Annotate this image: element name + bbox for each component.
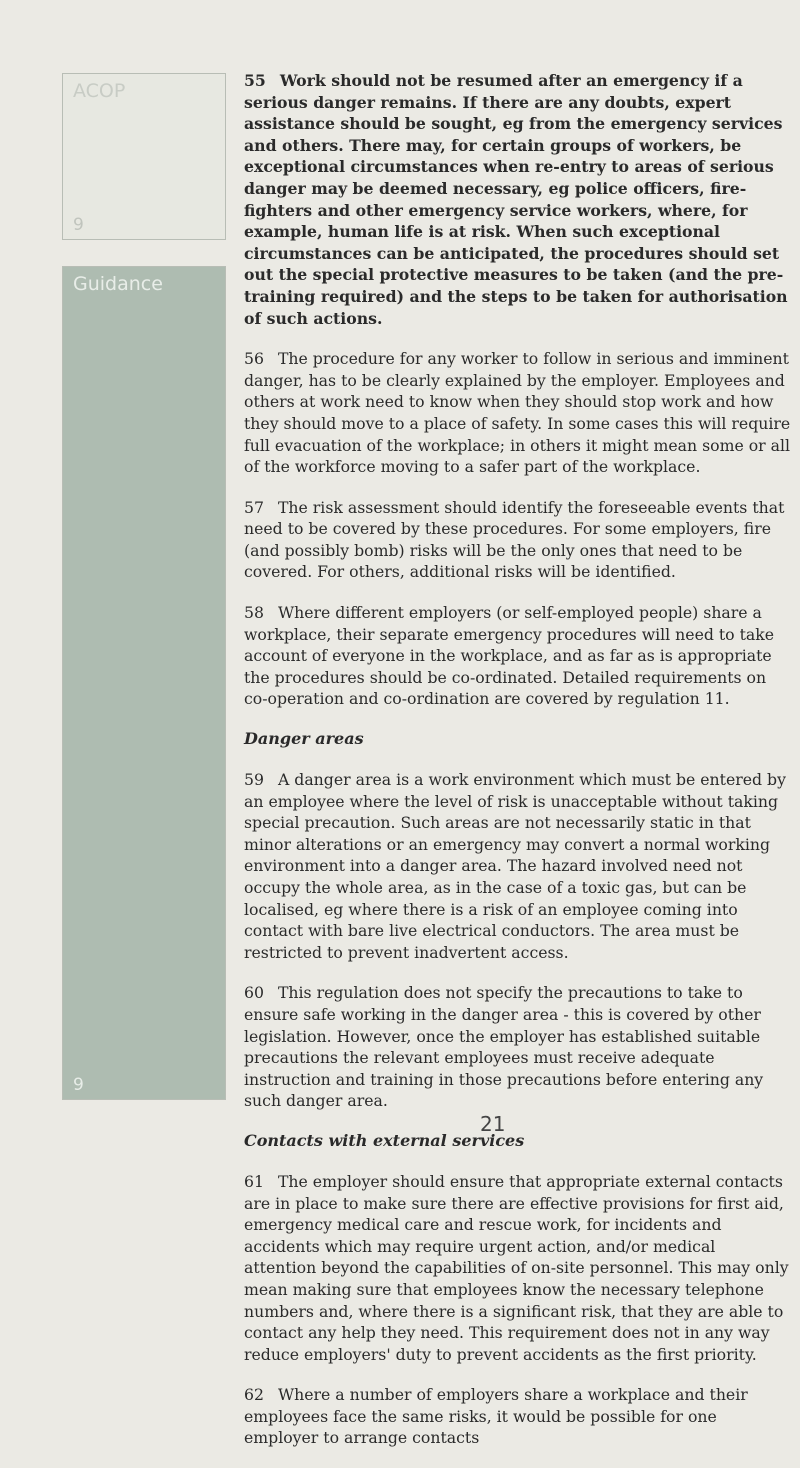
guidance-label: Guidance [73, 273, 163, 295]
paragraph-60: 60 This regulation does not specify the precautions to take to ensure safe working in the danger area - this is covered by other legislation. However, once the employer has established suitable precautions the relevant employees must receive adequate instruction and training in those precautions before entering any such danger area. [244, 983, 764, 1111]
paragraph-55: 55 Work should not be resumed after an emergency if a serious danger remains. If there are any doubts, expert assistance should be sought, eg from the emergency services and others. There may, for certain groups of workers, be exceptional circumstances when re-entry to areas of serious danger may be deemed necessary, eg police officers, fire-fighters and other emergency service workers, where, for example, human life is at risk. When such exceptional circumstances can be anticipated, the procedures should set out the special protective measures to be taken (and the pre-training required) and the steps to be taken for authorisation of such actions. [244, 71, 788, 328]
guidance-regulation-number: 9 [73, 1075, 84, 1095]
document-body [244, 70, 792, 1468]
heading-external-contacts: Contacts with external services [244, 1130, 525, 1150]
acop-label: ACOP [73, 80, 126, 102]
paragraph-61: 61 The employer should ensure that appropriate external contacts are in place to make sure there are effective provisions for first aid, emergency medical care and rescue work, for incidents and accidents which may require urgent action, and/or medical attention beyond the capabilities of on-site personnel. This may only mean making sure that employees know the necessary telephone numbers and, where there is a significant risk, that they are able to contact any help they need. This requirement does not in any way reduce employers' duty to prevent accidents as the first priority. [244, 1171, 789, 1364]
acop-sidebar-box [62, 73, 226, 240]
paragraph-58: 58 Where different employers (or self-employed people) share a workplace, their separate emergency procedures will need to take account of everyone in the workplace, and as far as is appropriate the procedures should be co-ordinated. Detailed requirements on co-operation and co-ordination are covered by regulation 11. [244, 603, 775, 709]
heading-danger-areas: Danger areas [244, 729, 364, 749]
page-number: 21 [480, 1112, 506, 1136]
paragraph-56: 56 The procedure for any worker to follow in serious and imminent danger, has to be clearly explained by the employer. Employees and others at work need to know when they should stop work and how they should move to a place of safety. In some cases this will require full evacuation of the workplace; in others it might mean some or all of the workforce moving to a safer part of the workplace. [244, 349, 791, 477]
paragraph-59: 59 A danger area is a work environment which must be entered by an employee where the level of risk is unacceptable without taking special precaution. Such areas are not necessarily static in that minor alterations or an emergency may convert a normal working environment into a danger area. The hazard involved need not occupy the whole area, as in the case of a toxic gas, but can be localised, eg where there is a risk of an employee coming into contact with bare live electrical conductors. The area must be restricted to prevent inadvertent access. [244, 770, 786, 962]
paragraph-57: 57 The risk assessment should identify the foreseeable events that need to be covered by these procedures. For some employers, fire (and possibly bomb) risks will be the only ones that need to be covered. For others, additional risks will be identified. [244, 497, 785, 582]
paragraph-62: 62 Where a number of employers share a workplace and their employees face the same risks, it would be possible for one employer to arrange contacts [244, 1385, 748, 1448]
acop-regulation-number: 9 [73, 215, 84, 235]
guidance-sidebar-box [62, 266, 226, 1100]
